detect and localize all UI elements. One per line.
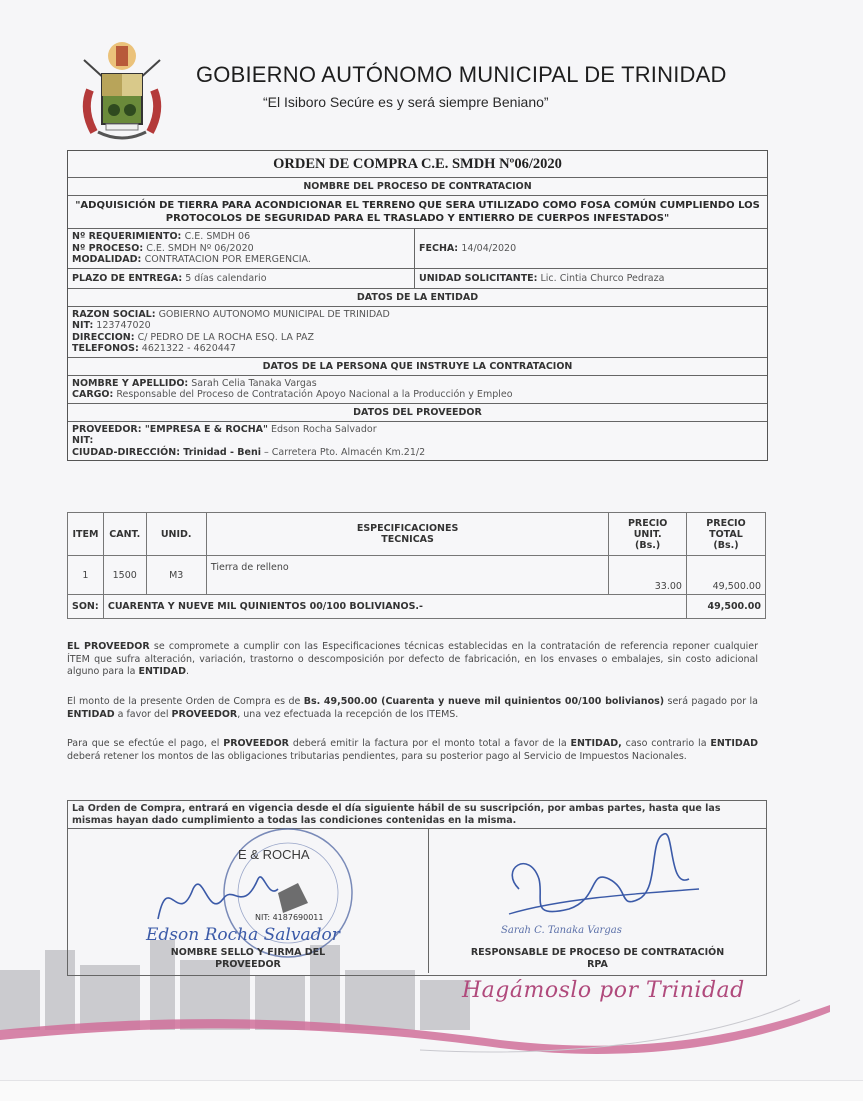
modalidad-label: MODALIDAD [72,254,138,265]
text: deberá retener los montos de las obligaciones tributarias pendientes, para su posterior pago al Servicio de Impuestos Nacionales. [67,750,687,762]
requerimiento-field: Nº REQUERIMIENTO: C.E. SMDH 06 [72,231,251,242]
purchase-order-info-box [67,150,768,461]
invoice-paragraph [67,738,758,763]
text: caso contrario la [621,738,711,749]
items-header-row [68,513,766,556]
page-bottom-edge [0,1080,863,1101]
unidad-label: UNIDAD SOLICITANTE: [419,272,538,284]
slogan: Hagámoslo por Trinidad [462,978,745,1003]
direccion-label: DIRECCION: [72,331,135,343]
fecha-field: FECHA : 14/04/2020 [419,242,517,254]
supplier-handwritten-name: Edson Rocha Salvador [146,925,340,945]
label-line: PROVEEDOR [215,959,281,970]
text: deberá emitir la factura por el monto total a favor de la [288,738,571,749]
plazo-label: PLAZO DE ENTREGA: [72,272,183,284]
text: El monto de la presente Orden de Compra es de [67,696,304,707]
col-unid: UNID. [146,513,206,556]
bold-text: ENTIDAD [67,708,115,720]
proceso-label: Nº PROCESO: [72,242,144,254]
modalidad-value: CONTRATACION POR EMERGENCIA. [144,254,311,265]
entidad-nit-label: NIT: [72,320,94,331]
proveedor-heading: DATOS DEL PROVEEDOR [68,404,767,422]
item-specification: Tierra de relleno [206,556,609,595]
rpa-signature-scribble-icon [489,829,709,939]
plazo-value: 5 días calendario [185,272,267,284]
item-unit: M3 [146,556,206,595]
table-row [68,556,766,595]
plazo-field [68,269,415,288]
total-in-words-row [68,595,766,619]
requerimiento-value: C.E. SMDH 06 [184,231,251,242]
instructor-name-value: Sarah Celia Tanaka Vargas [191,377,317,389]
text: , una vez efectuada la recepción de los ITEMS. [237,708,459,720]
proveedor-nit-label: NIT: [72,435,94,446]
process-name: "ADQUISICIÓN DE TIERRA PARA ACONDICIONAR EL TERRENO QUE SERA UTILIZADO COMO FOSA COMÚN CUMPLIENDO LOS PROTOCOLOS DE SEGURIDAD PARA EL TRASLADO Y ENTIERRO DE CUERPOS INFESTADOS" [68,196,767,229]
razon-value: GOBIERNO AUTONOMO MUNICIPAL DE TRINIDAD [158,308,390,320]
grand-total: 49,500.00 [686,595,765,619]
item-number: 1 [68,556,104,595]
telefonos-value: 4621322 - 4620447 [141,343,236,354]
razon-label: RAZON SOCIAL: [72,308,156,320]
text: . [186,666,190,678]
direccion-value: C/ PEDRO DE LA ROCHA ESQ. LA PAZ [137,331,315,343]
text: a favor del [114,708,172,720]
order-title: ORDEN DE COMPRA C.E. SMDH Nº06/2020 [68,151,767,178]
unidad-field [415,269,767,288]
col-especificaciones: ESPECIFICACIONES TECNICAS [206,513,609,556]
entidad-details [68,307,767,358]
bold-text: ENTIDAD, [570,738,622,749]
bold-text: EL PROVEEDOR [67,641,150,652]
cargo-label: CARGO: [72,389,114,400]
instructor-name-label: NOMBRE Y APELLIDO: [72,377,189,389]
rpa-stamp-name: Sarah C. Tanaka Vargas [501,925,622,936]
son-label: SON: [68,595,104,619]
col-precio-unit: PRECIO UNIT. (Bs.) [609,513,687,556]
validity-note: La Orden de Compra, entrará en vigencia desde el día siguiente hábil de su suscripción, por ambas partes, hasta que las mismas hayan dado cumplimiento a todas las condiciones contenidas en la misma. [68,801,766,829]
text: se compromete a cumplir con las Especificaciones técnicas establecidas en la contratación de referencia reponer cualquier ÍTEM que sufra alteración, variación, trastorno o descomposición por defecto de fabricación, en los envases o embalajes, sin costo adicional alguno para la [67,641,758,678]
process-name-heading: NOMBRE DEL PROCESO DE CONTRATACION [68,178,767,196]
text: será pagado por la [664,696,758,707]
item-total: 49,500.00 [686,556,765,595]
fecha-label: FECHA [419,242,455,254]
ciudad-label: CIUDAD-DIRECCIÓN: Trinidad - Beni [72,446,261,458]
label-line: RESPONSABLE DE PROCESO DE CONTRATACIÓN [470,947,725,958]
proceso-value: C.E. SMDH Nº 06/2020 [146,242,254,254]
stamp-company-name: E & ROCHA [238,847,310,862]
delivery-row [68,269,767,289]
proveedor-value: Edson Rocha Salvador [271,423,377,435]
supplier-signature-area [68,829,429,973]
col-precio-total: PRECIO TOTAL (Bs.) [686,513,765,556]
payment-amount-paragraph [67,696,758,721]
signature-box [67,800,767,976]
telefonos-label: TELEFONOS: [72,343,139,354]
proveedor-label: PROVEEDOR: "EMPRESA E & ROCHA" [72,423,268,435]
text: Para que se efectúe el pago, el [67,738,224,749]
modalidad-field: MODALIDAD: CONTRATACION POR EMERGENCIA. [72,254,311,265]
bold-text: ENTIDAD [710,738,758,749]
ciudad-value: – Carretera Pto. Almacén Km.21/2 [264,446,426,458]
process-details-row [68,229,767,269]
instructor-heading: DATOS DE LA PERSONA QUE INSTRUYE LA CONTRATACION [68,358,767,376]
municipal-coat-of-arms-logo [72,40,172,148]
item-unit-price: 33.00 [609,556,687,595]
bold-text: PROVEEDOR [171,708,238,720]
organization-motto: “El Isiboro Secúre es y será siempre Beniano” [263,94,549,110]
col-item: ITEM [68,513,104,556]
stamp-nit: NIT: 4187690011 [255,913,324,922]
bold-text: ENTIDAD [138,666,187,678]
label-line: NOMBRE SELLO Y FIRMA DEL [170,947,326,958]
bold-text: PROVEEDOR [223,738,289,749]
bold-text: Bs. 49,500.00 (Cuarenta y nueve mil quinientos 00/100 bolivianos) [303,696,665,707]
rpa-signature-area [429,829,766,973]
entidad-heading: DATOS DE LA ENTIDAD [68,289,767,307]
unidad-value: Lic. Cintia Churco Pedraza [540,272,665,284]
organization-title: GOBIERNO AUTÓNOMO MUNICIPAL DE TRINIDAD [196,62,727,87]
col-cant: CANT. [103,513,146,556]
requerimiento-label: Nº REQUERIMIENTO [72,231,178,242]
supplier-signature-label [68,947,428,971]
supplier-obligation-paragraph [67,641,758,679]
instructor-details [68,376,767,404]
item-quantity: 1500 [103,556,146,595]
proveedor-details [68,422,767,461]
supplier-signature-scribble-icon [148,859,328,929]
label-line: RPA [587,959,608,970]
rpa-signature-label [429,947,766,971]
proceso-field [72,243,410,255]
cargo-value: Responsable del Proceso de Contratación Apoyo Nacional a la Producción y Empleo [116,389,513,400]
son-text: CUARENTA Y NUEVE MIL QUINIENTOS 00/100 BOLIVIANOS.- [103,595,686,619]
fecha-value: 14/04/2020 [461,242,517,254]
items-table [67,512,766,619]
entidad-nit-value: 123747020 [96,320,151,331]
